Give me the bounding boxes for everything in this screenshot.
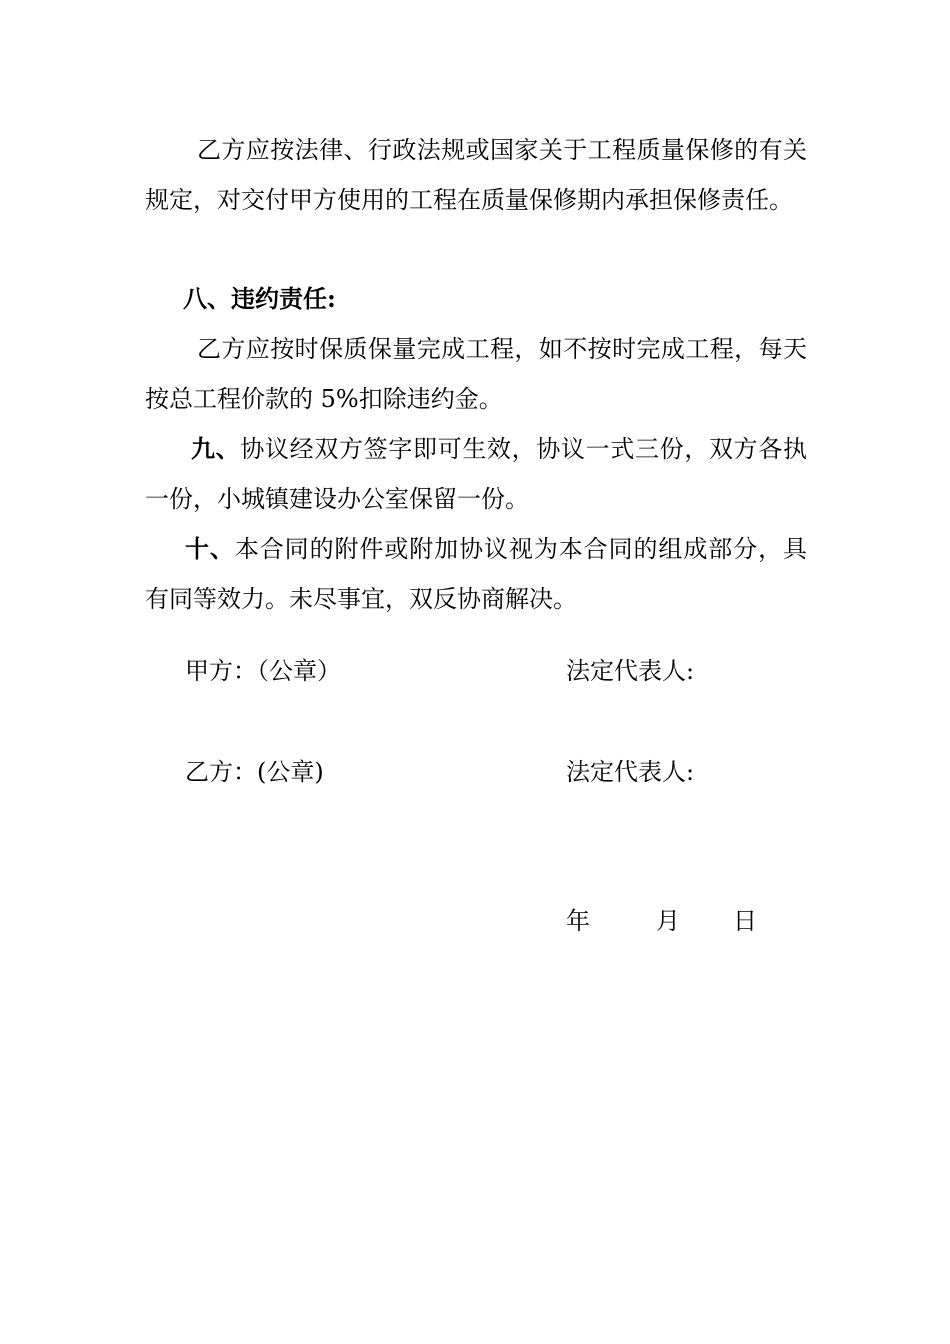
clause-10-body: 本合同的附件或附加协议视为本合同的组成部分，具有同等效力。未尽事宜，双反协商解决。 bbox=[145, 535, 808, 613]
date-month-label: 月 bbox=[656, 907, 680, 935]
clause-10-lead: 十、 bbox=[185, 534, 235, 563]
clause-8-heading: 八、违约责任: bbox=[183, 284, 336, 313]
date-day-label: 日 bbox=[733, 907, 757, 935]
date-year-label: 年 bbox=[566, 907, 590, 935]
clause-9-paragraph bbox=[145, 424, 807, 524]
clause-8-paragraph: 乙方应按时保质保量完成工程，如不按时完成工程，每天按总工程价款的 5%扣除违约金。 bbox=[145, 335, 807, 413]
party-a-legal-representative-label: 法定代表人: bbox=[566, 657, 695, 685]
party-b-seal-label: 乙方：(公章) bbox=[185, 758, 324, 786]
clause-9-body: 协议经双方签字即可生效，协议一式三份，双方各执一份，小城镇建设办公室保留一份。 bbox=[145, 435, 808, 513]
party-a-seal-label: 甲方：（公章） bbox=[185, 657, 341, 685]
clause-10-paragraph bbox=[145, 524, 807, 624]
clause-7-warranty-paragraph: 乙方应按法律、行政法规或国家关于工程质量保修的有关规定，对交付甲方使用的工程在质量保修期内承担保修责任。 bbox=[145, 136, 807, 214]
party-b-legal-representative-label: 法定代表人: bbox=[566, 758, 695, 786]
clause-9-lead: 九、 bbox=[191, 434, 241, 463]
